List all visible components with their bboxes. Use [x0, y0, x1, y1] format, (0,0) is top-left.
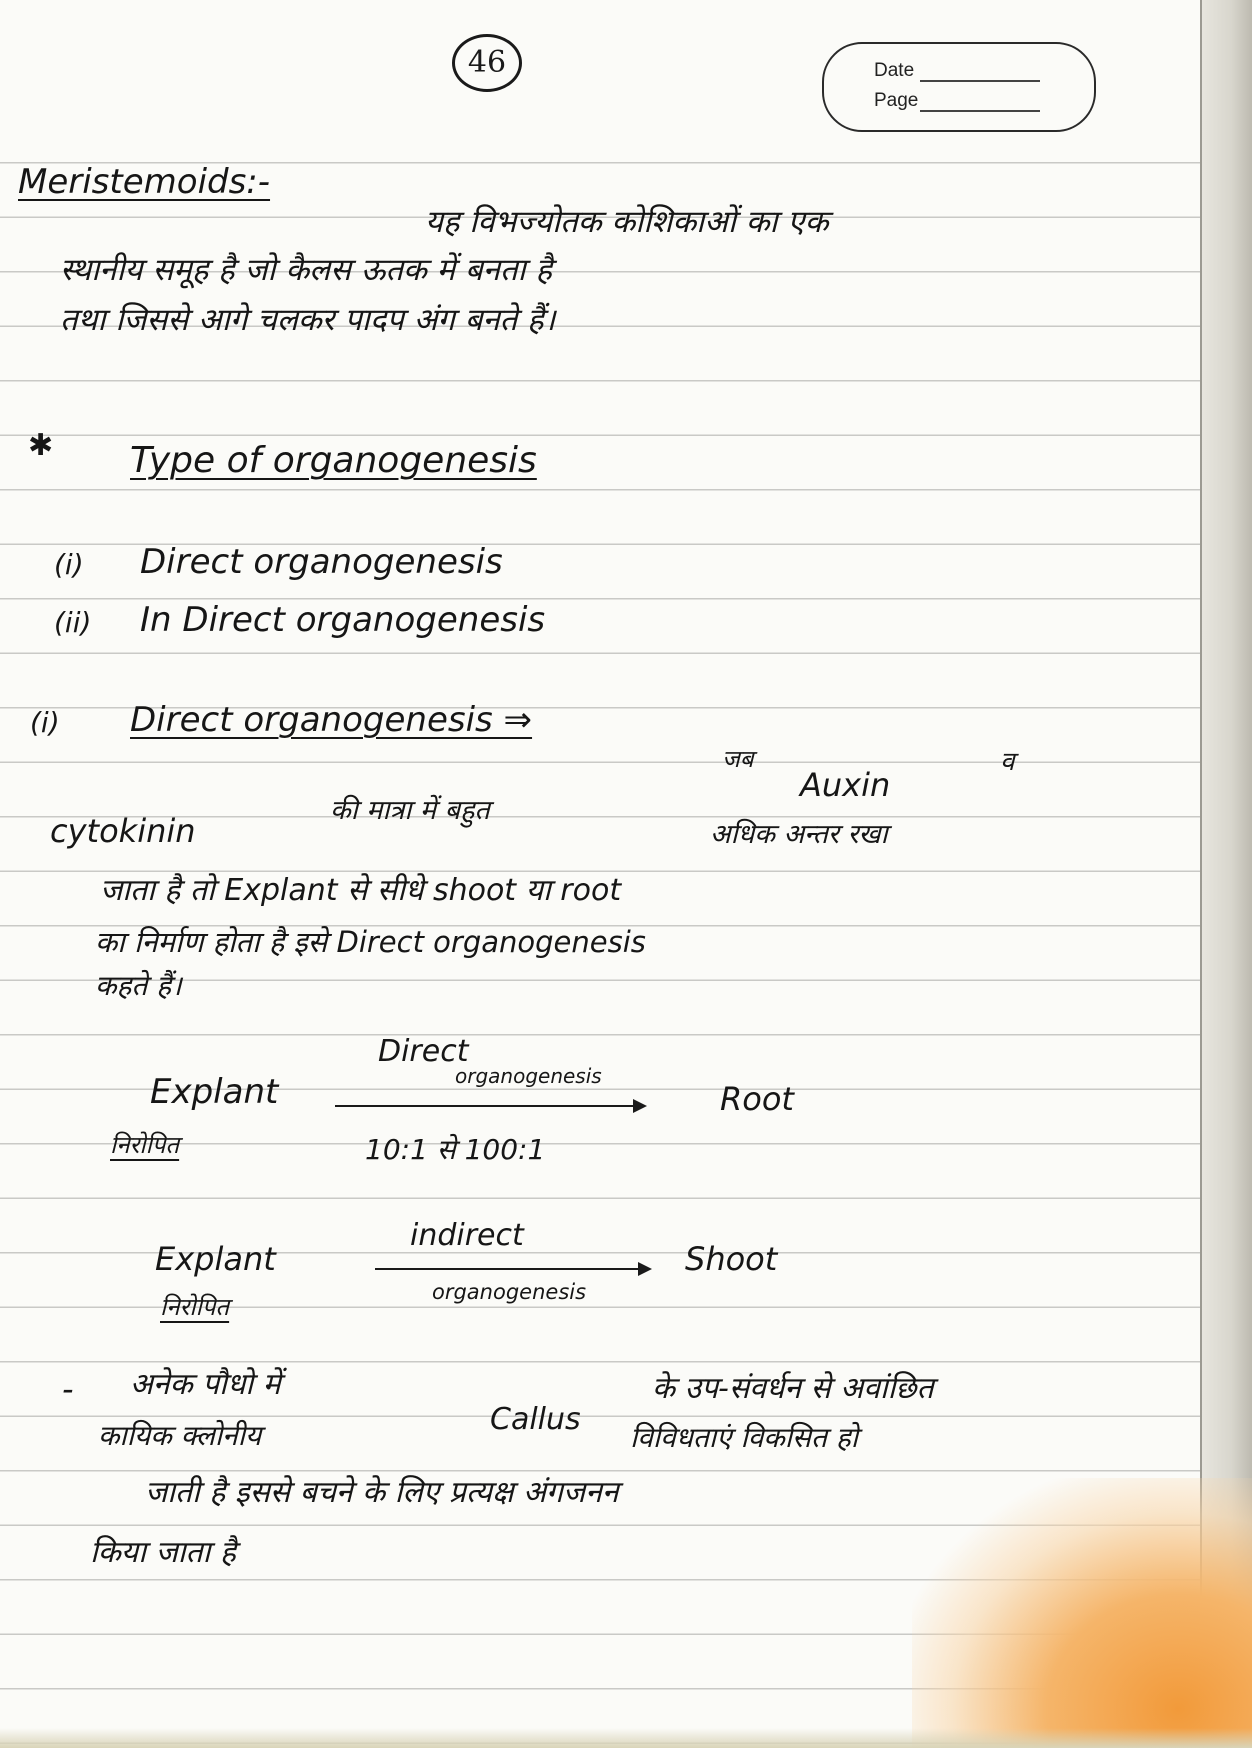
flow2-arrow	[375, 1268, 650, 1270]
star-bullet: ✱	[28, 428, 54, 463]
word-cytokinin: cytokinin	[50, 812, 196, 850]
flow2-arrow-top: indirect	[410, 1218, 524, 1253]
direct-line5: कहते हैं।	[95, 969, 182, 1002]
word-va: व	[1000, 747, 1015, 777]
closing-line4: किया जाता है	[90, 1535, 236, 1570]
direct-line1: की मात्रा में बहुत	[330, 795, 490, 826]
page-label: Page	[874, 90, 919, 111]
page-number: 46	[452, 34, 522, 92]
flow1-arrow-top: Direct	[378, 1034, 469, 1069]
word-jab: जब	[722, 745, 754, 773]
direct-line2: अधिक अन्तर रखा	[710, 819, 888, 850]
meristemoids-heading: Meristemoids:-	[18, 162, 271, 202]
page-rule	[920, 110, 1040, 112]
type-item1-marker: (i)	[54, 548, 84, 581]
closing-line2a: कायिक क्लोनीय	[98, 1419, 262, 1452]
closing-line1a: अनेक पौधो में	[130, 1367, 281, 1402]
closing-line2b: Callus	[490, 1402, 581, 1437]
type-item2-marker: (ii)	[54, 606, 92, 639]
flow1-source-sub: निरोपित	[110, 1131, 180, 1159]
flow2-arrow-bottom: organogenesis	[432, 1280, 587, 1304]
flow1-arrow-top2: organogenesis	[455, 1064, 602, 1088]
meristemoids-line1: यह विभज्योतक कोशिकाओं का एक	[425, 204, 829, 240]
flow1-target: Root	[720, 1080, 794, 1118]
meristemoids-line2: स्थानीय समूह है जो कैलस ऊतक में बनता है	[60, 252, 552, 288]
flow1-source: Explant	[150, 1072, 279, 1112]
date-page-box	[822, 42, 1092, 128]
closing-line3: जाती है इससे बचने के लिए प्रत्यक्ष अंगजनन	[145, 1475, 619, 1510]
flow2-source: Explant	[155, 1240, 276, 1278]
direct-line3: जाता है तो Explant से सीधे shoot या root	[100, 873, 622, 908]
direct-line4: का निर्माण होता है इसे Direct organogenesis	[95, 925, 646, 959]
direct-heading: Direct organogenesis ⇒	[130, 700, 533, 740]
closing-dash: -	[62, 1370, 74, 1408]
flow1-arrow	[335, 1105, 645, 1107]
flow1-arrow-bottom: 10:1 से 100:1	[365, 1133, 546, 1166]
date-label: Date	[874, 60, 915, 81]
orange-stain	[912, 1478, 1252, 1748]
scroll-frame	[822, 42, 1096, 132]
type-item1: Direct organogenesis	[140, 542, 503, 582]
types-heading: Type of organogenesis	[130, 440, 537, 481]
closing-line2c: विविधताएं विकसित हो	[630, 1421, 858, 1454]
flow2-target: Shoot	[685, 1240, 778, 1278]
closing-line1b: के उप-संवर्धन से अवांछित	[652, 1371, 934, 1406]
meristemoids-line3: तथा जिससे आगे चलकर पादप अंग बनते हैं।	[60, 302, 556, 338]
direct-marker: (i)	[30, 706, 60, 739]
type-item2: In Direct organogenesis	[140, 600, 546, 640]
flow2-source-sub: निरोपित	[160, 1293, 230, 1321]
date-rule	[920, 80, 1040, 82]
bottom-shadow	[0, 1728, 1252, 1748]
word-auxin: Auxin	[800, 766, 891, 804]
